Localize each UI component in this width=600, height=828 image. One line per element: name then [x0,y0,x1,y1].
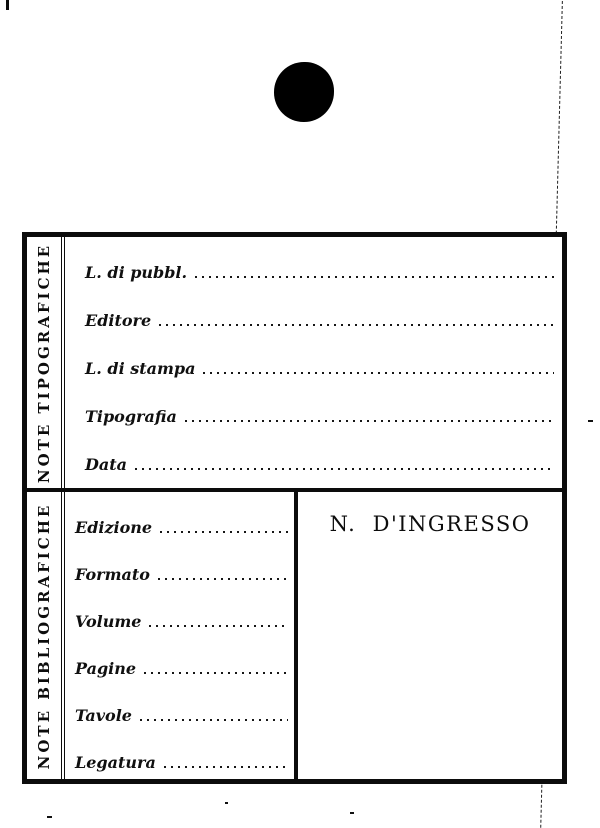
field-row-data [85,431,554,479]
ink-dot [274,62,334,122]
dotted-fill-line [203,363,554,377]
field-row-formato [75,541,288,588]
field-row-pagine [75,635,288,682]
field-label: Formato [75,565,150,584]
field-row-edizione [75,494,288,541]
field-label: Data [85,455,127,474]
field-label: Legatura [75,753,156,772]
tipografiche-fields [65,237,562,488]
section-label-text: NOTE BIBLIOGRAFICHE [35,502,53,769]
section-label-text: NOTE TIPOGRAFICHE [35,242,53,483]
field-row-l-di-stampa [85,335,554,383]
field-row-editore [85,287,554,335]
dotted-fill-line [149,616,288,630]
bibliografiche-fields [65,492,294,779]
dotted-fill-line [158,569,288,583]
field-label: Pagine [75,659,137,678]
field-row-l-di-pubbl [85,239,554,287]
dotted-fill-line [159,315,554,329]
ingresso-heading: N. D'INGRESSO [329,512,531,536]
ingresso-box [298,492,562,779]
field-label: Tavole [75,706,132,725]
field-label: Volume [75,612,142,631]
field-row-tipografia [85,383,554,431]
field-row-volume [75,588,288,635]
section-note-tipografiche [27,237,562,488]
field-label: Tipografia [85,407,177,426]
catalog-card-form [22,232,567,784]
dotted-fill-line [164,757,288,771]
scan-speck [47,816,52,818]
section-label-tipografiche [27,237,65,488]
dotted-fill-line [160,522,288,536]
section-note-bibliografiche [27,492,562,779]
dotted-fill-line [144,663,288,677]
dotted-fill-line [185,411,554,425]
scan-artifact-corner-tick [6,0,9,10]
field-row-legatura [75,729,288,776]
field-label: L. di pubbl. [85,263,188,282]
field-label: L. di stampa [85,359,196,378]
scan-speck [225,802,228,804]
scan-speck [350,812,354,814]
field-row-tavole [75,682,288,729]
field-label: Editore [85,311,152,330]
dotted-fill-line [140,710,288,724]
scan-speck [588,420,593,422]
dotted-fill-line [135,459,554,473]
section-label-bibliografiche [27,492,65,779]
field-label: Edizione [75,518,153,537]
dotted-fill-line [195,267,554,281]
